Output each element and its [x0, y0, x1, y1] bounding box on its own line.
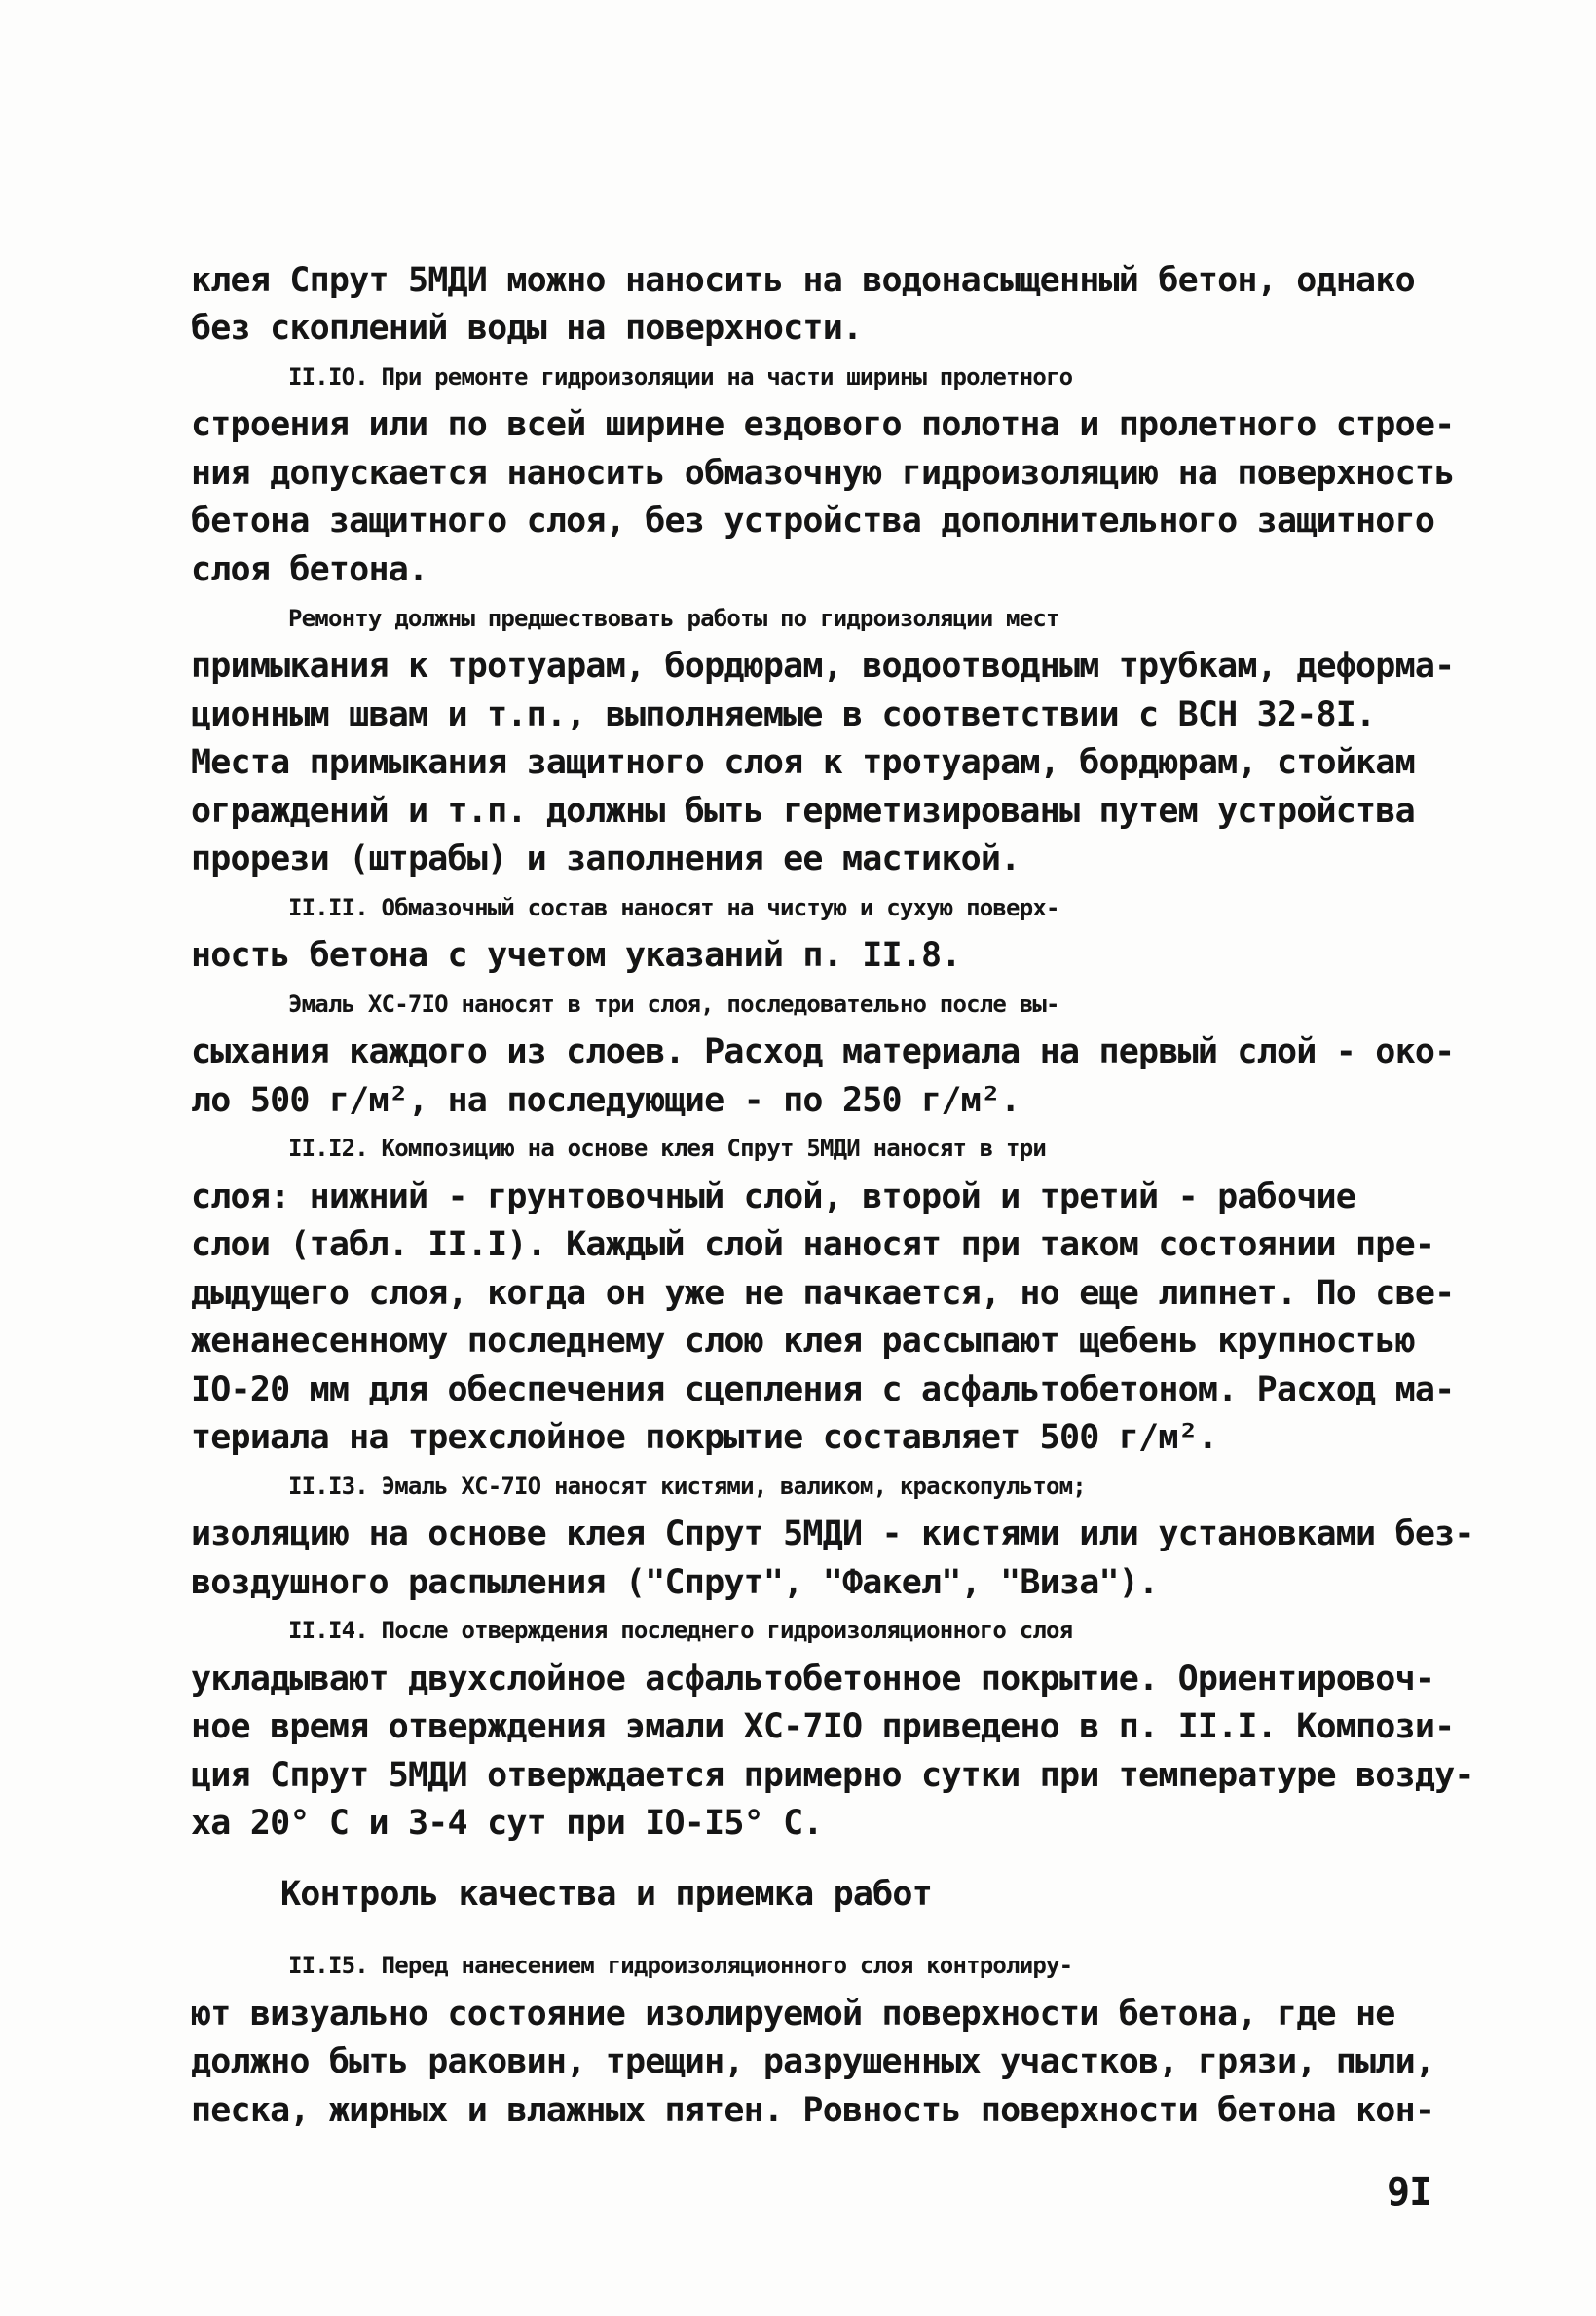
- text-line: примыкания к тротуарам, бордюрам, водоотводным трубкам, деформа-: [191, 647, 1455, 686]
- text-line: песка, жирных и влажных пятен. Ровность поверхности бетона кон-: [191, 2091, 1435, 2130]
- text-line: женанесенному последнему слою клея рассыпают щебень крупностью: [191, 1322, 1415, 1361]
- text-line: териала на трехслойное покрытие составляет 500 г/м².: [191, 1418, 1218, 1457]
- page-number: 9I: [1387, 2170, 1432, 2215]
- text-line: ют визуально состояние изолируемой поверхности бетона, где не: [191, 1995, 1395, 2034]
- text-line: ность бетона с учетом указаний п. II.8.: [191, 936, 961, 975]
- text-line: Места примыкания защитного слоя к тротуарам, бордюрам, стойкам: [191, 743, 1415, 782]
- text-line: слоя: нижний - грунтовочный слой, второй и третий - рабочие: [191, 1177, 1356, 1216]
- paragraph-start-line: II.I5. Перед нанесением гидроизоляционного слоя контролиру-: [288, 1952, 1073, 1979]
- paragraph-start-line: Эмаль ХС-7IO наносят в три слоя, последовательно после вы-: [288, 990, 1059, 1018]
- text-line: должно быть раковин, трещин, разрушенных участков, грязи, пыли,: [191, 2042, 1435, 2081]
- text-line: бетона защитного слоя, без устройства дополнительного защитного: [191, 502, 1435, 541]
- text-line: воздушного распыления ("Спрут", "Факел", "Виза").: [191, 1563, 1159, 1602]
- paragraph-start-line: Ремонту должны предшествовать работы по гидроизоляции мест: [288, 605, 1059, 632]
- text-line: строения или по всей ширине ездового полотна и пролетного строе-: [191, 405, 1455, 444]
- text-line: дыдущего слоя, когда он уже не пачкается, но еще липнет. По све-: [191, 1274, 1455, 1313]
- text-line: слоя бетона.: [191, 550, 428, 589]
- paragraph-start-line: II.II. Обмазочный состав наносят на чистую и сухую поверх-: [288, 894, 1059, 921]
- text-line: ло 500 г/м², на последующие - по 250 г/м².: [191, 1081, 1021, 1120]
- paragraph-start-line: II.I3. Эмаль ХС-7IO наносят кистями, валиком, краскопультом;: [288, 1473, 1086, 1500]
- text-line: ция Спрут 5МДИ отверждается примерно сутки при температуре возду-: [191, 1756, 1474, 1795]
- text-line: ограждений и т.п. должны быть герметизированы путем устройства: [191, 792, 1415, 831]
- text-line: без скоплений воды на поверхности.: [191, 309, 863, 348]
- text-line: слои (табл. II.I). Каждый слой наносят при таком состоянии пре-: [191, 1225, 1435, 1264]
- paragraph-start-line: II.IO. При ремонте гидроизоляции на части ширины пролетного: [288, 363, 1073, 391]
- text-line: ное время отверждения эмали ХС-7IO приведено в п. II.I. Компози-: [191, 1707, 1455, 1746]
- paragraph-start-line: II.I2. Композицию на основе клея Спрут 5МДИ наносят в три: [288, 1135, 1047, 1162]
- text-line: изоляцию на основе клея Спрут 5МДИ - кистями или установками без-: [191, 1514, 1474, 1553]
- text-line: ционным швам и т.п., выполняемые в соответствии с ВСН 32-8I.: [191, 695, 1376, 734]
- section-heading: Контроль качества и приемка работ: [280, 1875, 932, 1914]
- text-line: прорези (штрабы) и заполнения ее мастикой.: [191, 840, 1021, 878]
- paragraph-start-line: II.I4. После отверждения последнего гидроизоляционного слоя: [288, 1617, 1073, 1644]
- text-line: ха 20° С и 3-4 сут при IO-I5° С.: [191, 1804, 823, 1843]
- text-line: клея Спрут 5МДИ можно наносить на водонасыщенный бетон, однако: [191, 261, 1415, 300]
- text-line: IO-20 мм для обеспечения сцепления с асфальтобетоном. Расход ма-: [191, 1370, 1455, 1409]
- text-line: сыхания каждого из слоев. Расход материала на первый слой - око-: [191, 1032, 1455, 1071]
- text-line: укладывают двухслойное асфальтобетонное покрытие. Ориентировоч-: [191, 1660, 1435, 1699]
- text-line: ния допускается наносить обмазочную гидроизоляцию на поверхность: [191, 454, 1455, 493]
